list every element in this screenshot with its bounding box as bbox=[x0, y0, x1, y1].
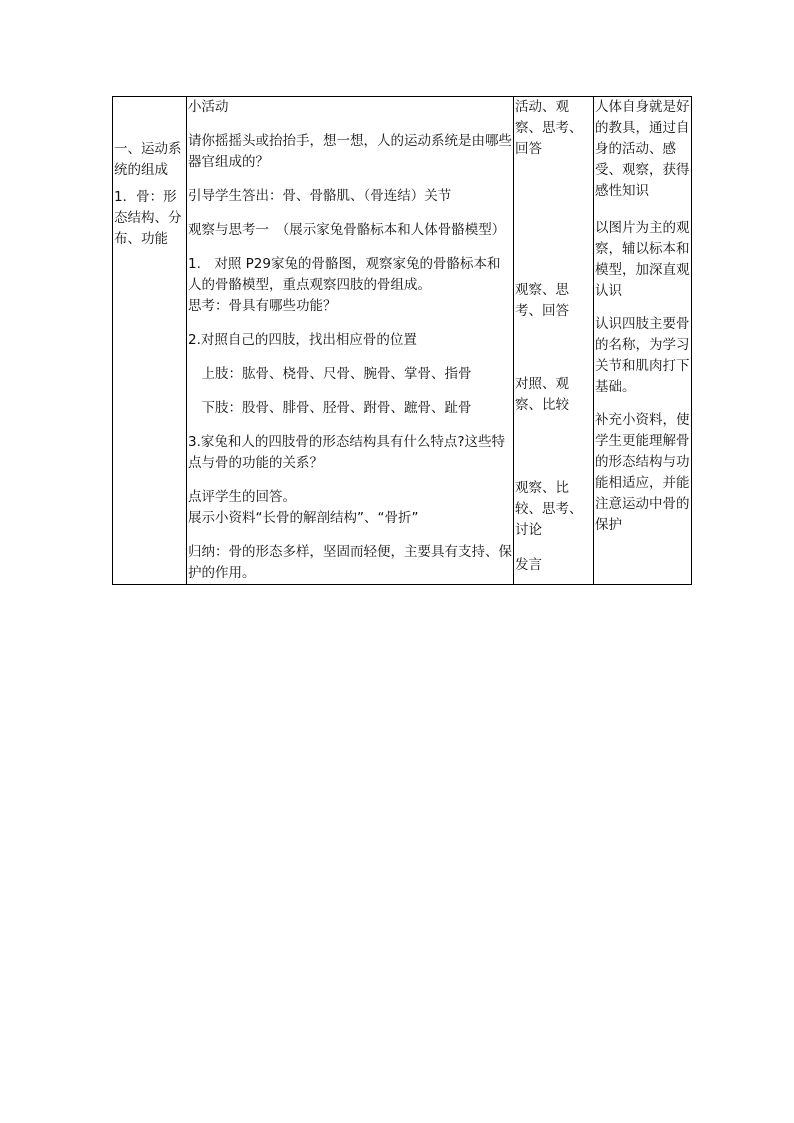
design-intent-1: 人体自身就是好的教具，通过自身的活动、感受、观察，获得感性知识 bbox=[595, 99, 690, 199]
activity-title: 小活动 bbox=[188, 99, 229, 115]
guide-text: 引导学生答出：骨、骨骼肌、（骨连结）关节 bbox=[188, 188, 452, 204]
show-material: 展示小资料“长骨的解剖结构”、“骨折” bbox=[188, 510, 419, 526]
design-intent-2: 以图片为主的观察，辅以标本和模型，加深直观认识 bbox=[595, 220, 690, 299]
activity-prompt: 请你摇摇头或抬抬手，想一想，人的运动系统是由哪些器官组成的？ bbox=[188, 133, 512, 170]
lower-limb-bones: 下肢：股骨、腓骨、胫骨、跗骨、蹠骨、趾骨 bbox=[188, 400, 472, 416]
design-intent-4: 补充小资料，使学生更能理解骨的形态结构与功能相适应，并能注意运动中骨的保护 bbox=[595, 412, 690, 533]
design-intent-column bbox=[594, 97, 692, 585]
comment-text: 点评学生的回答。 bbox=[188, 489, 296, 505]
student-activity-5: 发言 bbox=[515, 557, 542, 573]
student-activity-1: 活动、观察、思考、回答 bbox=[515, 99, 583, 157]
content-column bbox=[113, 97, 187, 585]
student-activity-3: 对照、观察、比较 bbox=[515, 376, 569, 413]
step-1: 1. 对照 P29家兔的骨骼图，观察家兔的骨骼标本和人的骨骼模型，重点观察四肢的骨组成。 bbox=[188, 256, 501, 293]
subsection-title: 1．骨：形态结构、分布、功能 bbox=[114, 189, 182, 247]
teacher-activity-column bbox=[187, 97, 514, 585]
think-question: 思考：骨具有哪些功能？ bbox=[188, 298, 337, 314]
student-activity-4: 观察、比较、思考、讨论 bbox=[515, 480, 583, 538]
student-activity-column bbox=[514, 97, 594, 585]
upper-limb-bones: 上肢：肱骨、桡骨、尺骨、腕骨、掌骨、指骨 bbox=[188, 366, 472, 382]
observe-title: 观察与思考一 （展示家兔骨骼标本和人体骨骼模型） bbox=[188, 222, 506, 238]
step-2: 2.对照自己的四肢，找出相应骨的位置 bbox=[188, 332, 417, 348]
design-intent-3: 认识四肢主要骨的名称，为学习关节和肌肉打下基础。 bbox=[595, 316, 690, 395]
student-activity-2: 观察、思考、回答 bbox=[515, 282, 569, 319]
table-row bbox=[113, 97, 692, 585]
section-title: 一、运动系统的组成 bbox=[114, 141, 182, 178]
lesson-plan-table bbox=[112, 96, 692, 585]
step-3: 3.家兔和人的四肢骨的形态结构具有什么特点?这些特点与骨的功能的关系？ bbox=[188, 434, 506, 471]
summary-text: 归纳：骨的形态多样，坚固而轻便，主要具有支持、保护的作用。 bbox=[188, 544, 512, 581]
